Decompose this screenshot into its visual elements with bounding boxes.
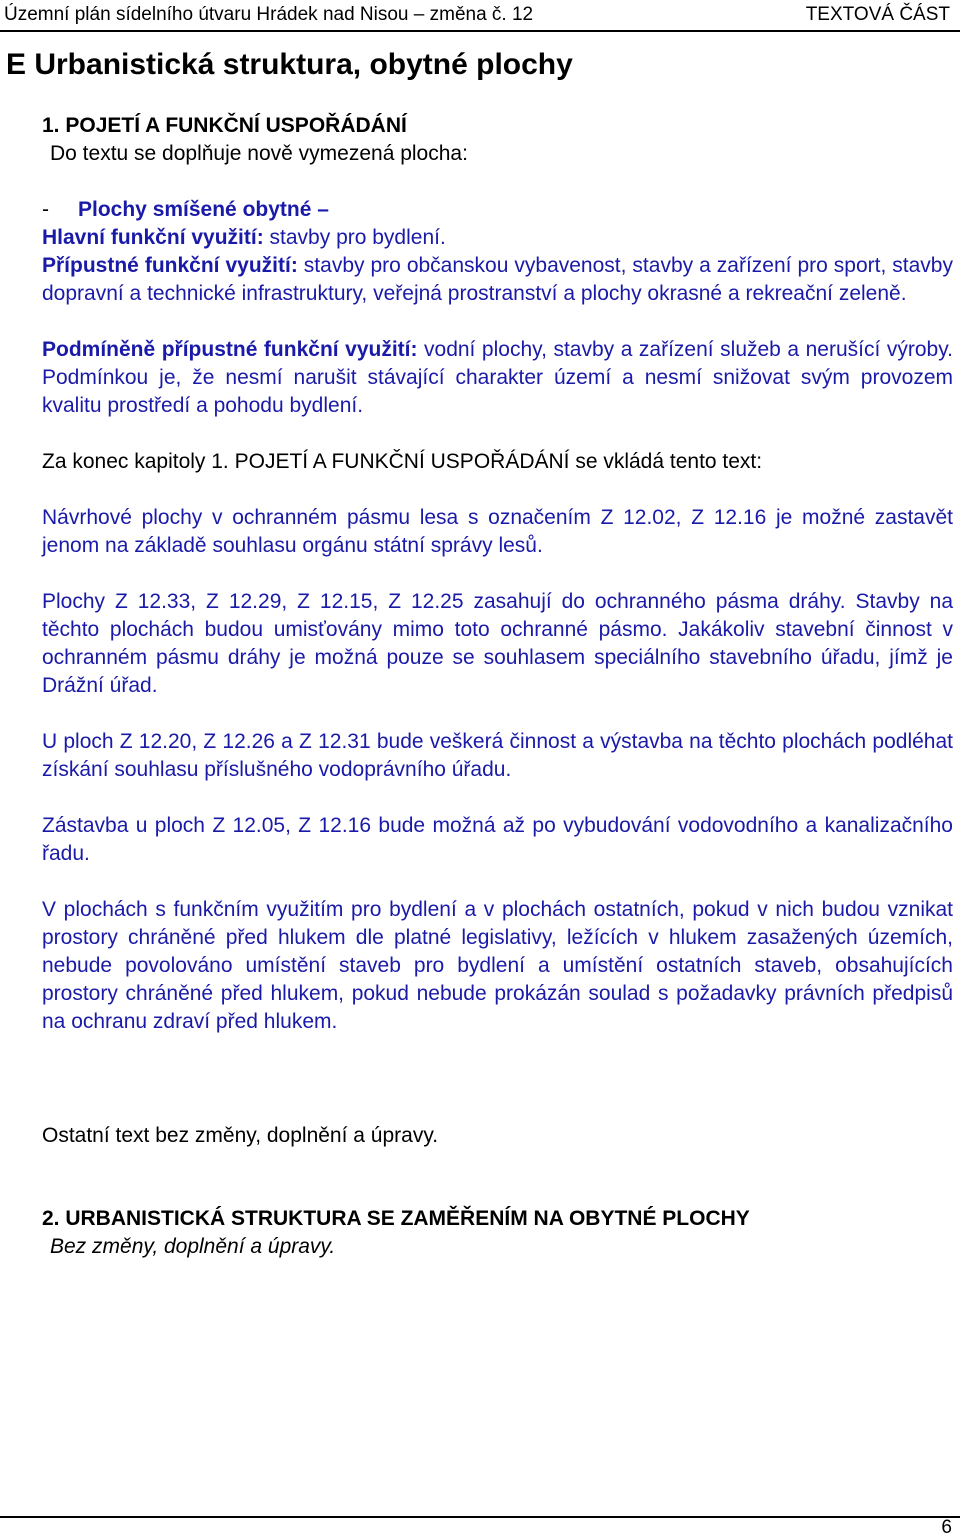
main-use-label: Hlavní funkční využití: xyxy=(42,226,264,249)
paragraph-forest-zone: Návrhové plochy v ochranném pásmu lesa s označením Z 12.02, Z 12.16 je možné zastavět jenom na základě souhlasu orgánu státní správy lesů. xyxy=(42,506,953,557)
page-number: 6 xyxy=(941,1517,952,1538)
main-use xyxy=(42,224,953,252)
paragraph-water-sewer: Zástavba u ploch Z 12.05, Z 12.16 bude možná až po vybudování vodovodního a kanalizačního řadu. xyxy=(42,814,953,865)
conditional-use-label: Podmíněně přípustné funkční využití: xyxy=(42,338,418,361)
allowed-use-text: stavby pro občanskou vybavenost, stavby a zařízení pro sport, stavby dopravní a technické infrastruktury, veřejná prostranství a plochy okrasné a rekreační zeleně. xyxy=(42,254,953,305)
allowed-use-label: Přípustné funkční využití: xyxy=(42,254,298,277)
section-1-heading: 1. POJETÍ A FUNKČNÍ USPOŘÁDÁNÍ xyxy=(42,114,407,137)
item-dash: - xyxy=(42,198,49,221)
item-title: Plochy smíšené obytné – xyxy=(78,198,329,221)
paragraph-noise: V plochách s funkčním využitím pro bydlení a v plochách ostatních, pokud v nich budou vznikat prostory chráněné před hlukem dle platné legislativy, ležících v hlukem zasažených územích, nebude povolováno umístění staveb pro bydlení a umístění ostatních staveb, obsahujících prostory chráněné před hlukem, pokud nebude prokázán soulad s požadavky právních předpisů na ochranu zdraví před hlukem. xyxy=(42,898,953,1033)
conditional-use-text: vodní plochy, stavby a zařízení služeb a nerušící výroby. Podmínkou je, že nesmí narušit stávající charakter území a nesmí snižovat svým provozem kvalitu prostředí a pohodu bydlení. xyxy=(42,338,953,417)
running-header-title: Územní plán sídelního útvaru Hrádek nad Nisou – změna č. 12 xyxy=(4,4,534,25)
conditional-use xyxy=(42,336,953,420)
chapter-title: E Urbanistická struktura, obytné plochy xyxy=(6,48,573,81)
section-2-heading: 2. URBANISTICKÁ STRUKTURA SE ZAMĚŘENÍM NA OBYTNÉ PLOCHY xyxy=(42,1207,750,1230)
insert-note: Za konec kapitoly 1. POJETÍ A FUNKČNÍ USPOŘÁDÁNÍ se vkládá tento text: xyxy=(42,450,763,473)
main-use-text: stavby pro bydlení. xyxy=(263,226,446,249)
footer-divider xyxy=(0,1516,960,1518)
running-header-section: TEXTOVÁ ČÁST xyxy=(805,4,950,25)
new-area-item xyxy=(42,196,953,224)
paragraph-railway-zone: Plochy Z 12.33, Z 12.29, Z 12.15, Z 12.25 zasahují do ochranného pásma dráhy. Stavby na těchto plochách budou umisťovány mimo toto ochranné pásmo. Jakákoliv stavební činnost v ochranném pásmu dráhy je možná pouze se souhlasem speciálního stavebního úřadu, jímž je Drážní úřad. xyxy=(42,590,953,697)
header-divider xyxy=(0,30,960,32)
paragraph-water-authority: U ploch Z 12.20, Z 12.26 a Z 12.31 bude veškerá činnost a výstavba na těchto plochách podléhat získání souhlasu příslušného vodoprávního úřadu. xyxy=(42,730,953,781)
section-1-intro: Do textu se doplňuje nově vymezená plocha: xyxy=(50,142,468,165)
section-2-text: Bez změny, doplnění a úpravy. xyxy=(50,1235,336,1258)
allowed-use xyxy=(42,252,953,308)
closing-note: Ostatní text bez změny, doplnění a úpravy. xyxy=(42,1124,439,1147)
